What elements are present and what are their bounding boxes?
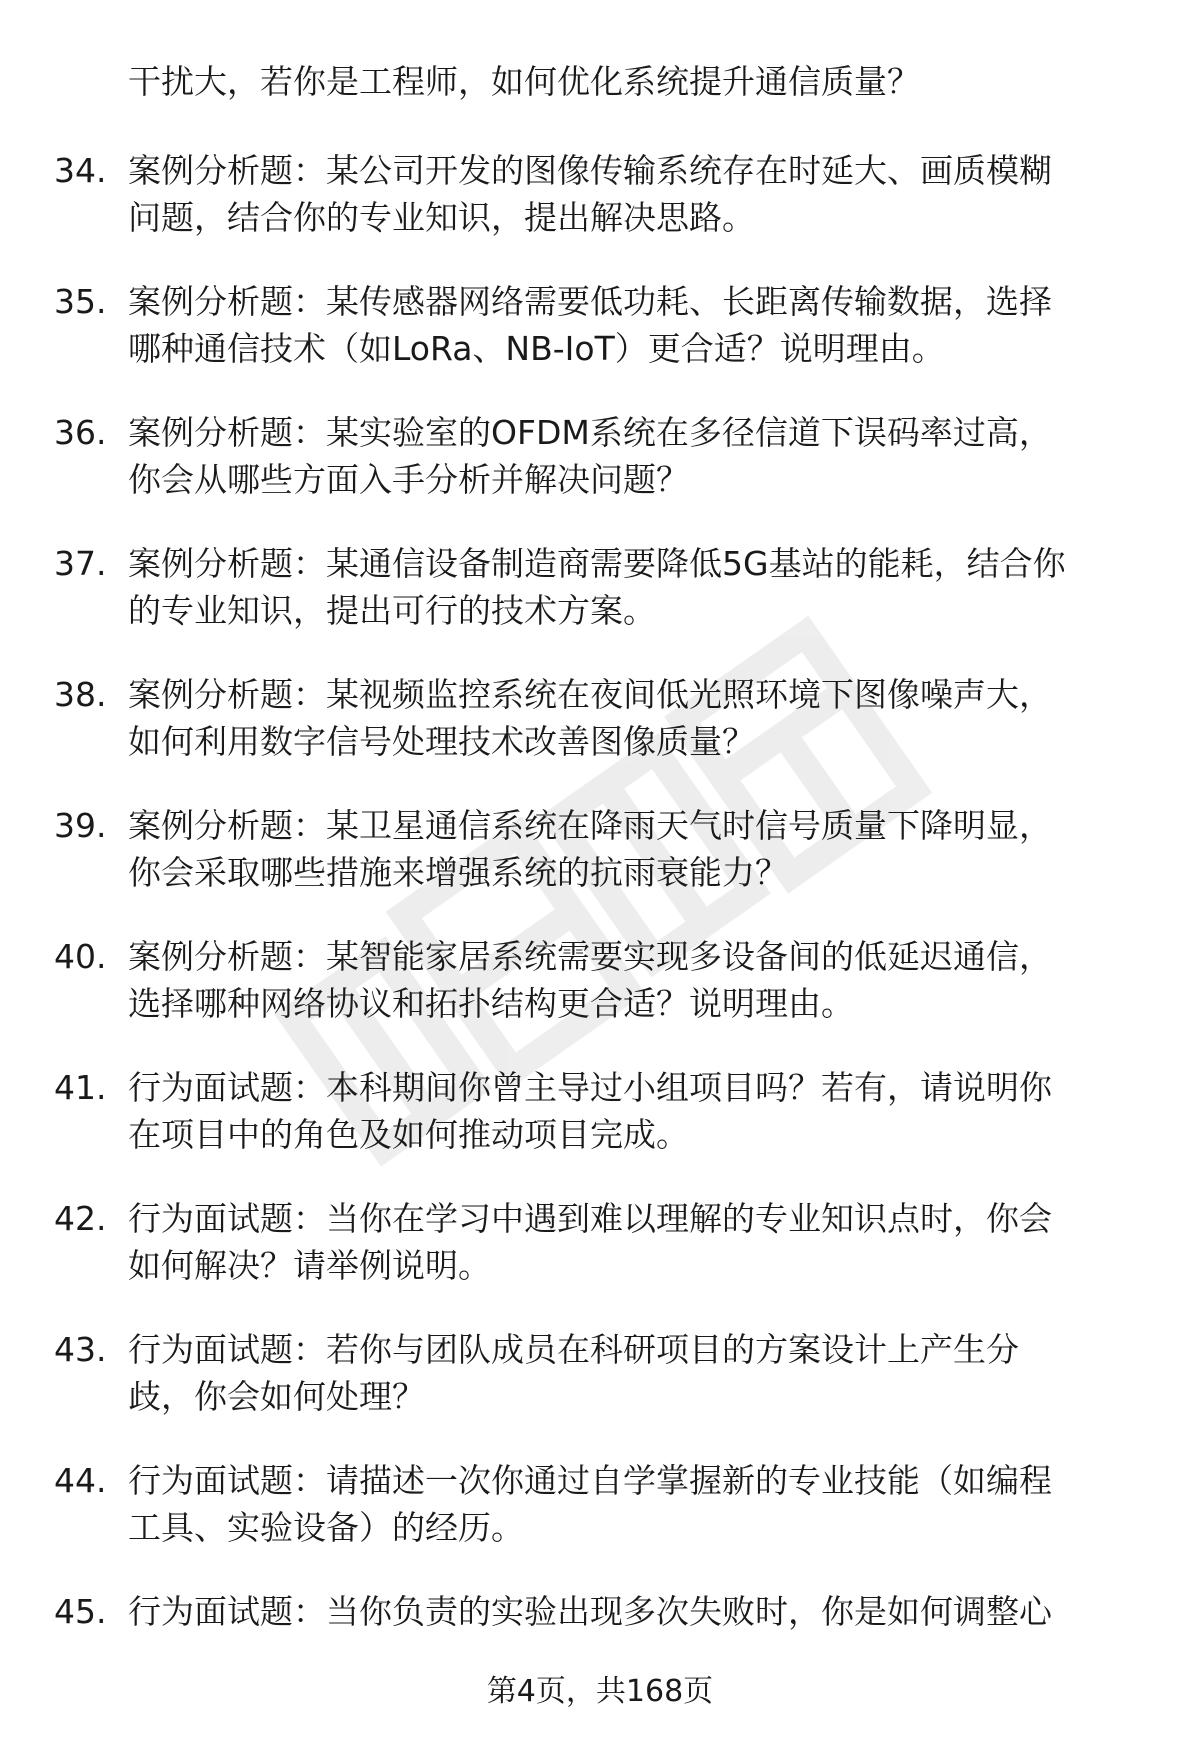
item-text-line: 案例分析题：某视频监控系统在夜间低光照环境下图像噪声大， — [128, 675, 1052, 714]
item-text-line: 行为面试题：当你在学习中遇到难以理解的专业知识点时，你会 — [128, 1199, 1052, 1238]
item-number: 34. — [54, 151, 107, 190]
list-item — [0, 540, 1200, 634]
item-text-line: 案例分析题：某智能家居系统需要实现多设备间的低延迟通信， — [128, 937, 1052, 976]
item-text-line: 你会从哪些方面入手分析并解决问题？ — [128, 460, 689, 499]
item-number: 36. — [54, 413, 107, 452]
list-item — [0, 1457, 1200, 1551]
item-text-line: 哪种通信技术（如LoRa、NB-IoT）更合适？说明理由。 — [128, 329, 945, 368]
item-number: 39. — [54, 806, 107, 845]
item-number: 41. — [54, 1068, 107, 1107]
item-text-line: 如何利用数字信号处理技术改善图像质量？ — [128, 722, 755, 761]
item-text-line: 行为面试题：若你与团队成员在科研项目的方案设计上产生分 — [128, 1330, 1019, 1369]
item-text-line: 案例分析题：某卫星通信系统在降雨天气时信号质量下降明显， — [128, 806, 1052, 845]
item-text-line: 案例分析题：某公司开发的图像传输系统存在时延大、画质模糊 — [128, 151, 1052, 190]
page-footer: 第4页，共168页 — [486, 1674, 714, 1709]
list-item — [0, 1064, 1200, 1158]
item-text-line: 行为面试题：请描述一次你通过自学掌握新的专业技能（如编程 — [128, 1461, 1052, 1500]
item-text-line: 选择哪种网络协议和拓扑结构更合适？说明理由。 — [128, 984, 854, 1023]
item-number: 44. — [54, 1461, 107, 1500]
item-number: 37. — [54, 544, 107, 583]
item-number: 35. — [54, 282, 107, 321]
item-text-line: 行为面试题：当你负责的实验出现多次失败时，你是如何调整心 — [128, 1592, 1052, 1631]
item-text-line: 案例分析题：某实验室的OFDM系统在多径信道下误码率过高， — [128, 413, 1052, 452]
item-text-line: 在项目中的角色及如何推动项目完成。 — [128, 1115, 689, 1154]
question-list — [0, 58, 1200, 1672]
list-item — [0, 147, 1200, 241]
item-text-line: 工具、实验设备）的经历。 — [128, 1508, 524, 1547]
list-item — [0, 409, 1200, 503]
item-number: 40. — [54, 937, 107, 976]
item-number: 43. — [54, 1330, 107, 1369]
item-text-line: 歧，你会如何处理？ — [128, 1377, 425, 1416]
item-number: 45. — [54, 1592, 107, 1631]
continuation-line: 干扰大，若你是工程师，如何优化系统提升通信质量？ — [128, 62, 920, 101]
item-number: 42. — [54, 1199, 107, 1238]
item-number: 38. — [54, 675, 107, 714]
list-item — [0, 933, 1200, 1027]
list-item — [0, 1588, 1200, 1635]
list-item — [0, 278, 1200, 372]
list-item — [0, 671, 1200, 765]
item-text-line: 问题，结合你的专业知识，提出解决思路。 — [128, 198, 755, 237]
item-text-line: 行为面试题：本科期间你曾主导过小组项目吗？若有，请说明你 — [128, 1068, 1052, 1107]
item-text-line: 的专业知识，提出可行的技术方案。 — [128, 591, 656, 630]
item-text-line: 案例分析题：某通信设备制造商需要降低5G基站的能耗，结合你 — [128, 544, 1066, 583]
item-text-line: 你会采取哪些措施来增强系统的抗雨衰能力？ — [128, 853, 788, 892]
list-item — [0, 802, 1200, 896]
list-item — [0, 1195, 1200, 1289]
item-text-line: 如何解决？请举例说明。 — [128, 1246, 491, 1285]
list-item — [0, 1326, 1200, 1420]
item-text-line: 案例分析题：某传感器网络需要低功耗、长距离传输数据，选择 — [128, 282, 1052, 321]
